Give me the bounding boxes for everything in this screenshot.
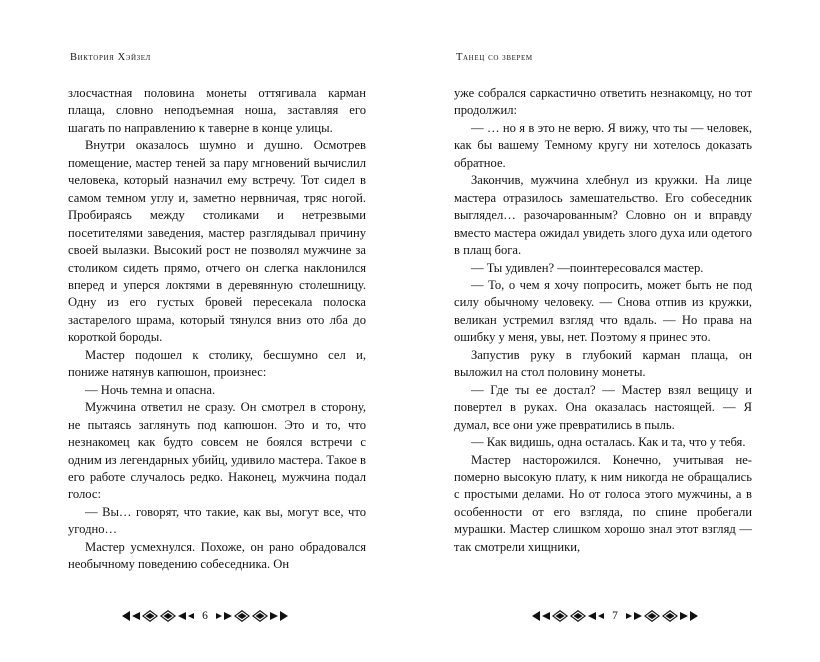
paragraph: — Вы… говорят, что такие, как вы, могут все, что угодно…: [68, 504, 366, 537]
paragraph: — … но я в это не верю. Я вижу, что ты — человек, как бы вашему Темному кругу ни хотелось доказать обратное.: [454, 120, 752, 170]
paragraph: злосчастная половина монеты оттягивала карман плаща, словно неподъемная ноша, заставляя его шагать по направлению к таверне в конце улицы.: [68, 86, 366, 135]
paragraph: Запустив руку в глубокий карман плаща, он выложил на стол половину монеты.: [454, 347, 752, 380]
paragraph: Мастер подошел к столику, бесшумно сел и, пониже натянув капюшон, произнес:: [68, 347, 366, 380]
right-page: [410, 0, 820, 662]
left-folio: [0, 608, 410, 624]
right-running-head: Танец со зверем: [456, 52, 533, 63]
paragraph: — Где ты ее достал? — Мастер взял вещицу и повертел в руках. Она оказалась настоящей. — Я думал, все они уже превратились в пыль.: [454, 382, 752, 432]
paragraph: Мужчина ответил не сразу. Он смотрел в сторону, не пытаясь заглянуть под капюшон. Это и то, что незнакомец как будто совсем не боялся встречи с одним из легендарных убийц, удивило мастера. Такое в его работе случалось редко. Наконец, мужчина подал голос:: [68, 400, 366, 502]
ornament-right-icon: [216, 608, 290, 624]
paragraph: — То, о чем я хочу попросить, может быть не под силу обычному человеку. — Снова отпив из кружки, великан устремил взгляд что вдаль. — Но права на ошибку у меня, увы, нет. Поэтому я принес это.: [454, 277, 752, 345]
paragraph: Закончив, мужчина хлебнул из кружки. На лице мастера отразилось замешательство. Его собеседник выглядел… разочарованным? Словно он и вправду вместо мастера ожидал увидеть злого духа или одетого в плащ бога.: [454, 173, 752, 258]
ornament-right-icon: [626, 608, 700, 624]
ornament-left-icon: [120, 608, 194, 624]
paragraph: — Ночь темна и опасна.: [85, 382, 216, 397]
left-page-body: [68, 85, 366, 574]
paragraph: уже собрался саркастично ответить незнакомцу, но тот продолжил:: [454, 86, 752, 118]
paragraph: Мастер насторожился. Конечно, учитывая непомерно высокую плату, к ним никогда не обращались с простыми делами. Но от голоса этого мужчины, а в особенности от его взгляда, по спине пробегали мурашки. Мастер слишком хорошо знал этот взгляд — так смотрели хищники,: [454, 452, 752, 554]
paragraph: — Ты удивлен? —поинтересовался мастер.: [471, 260, 704, 275]
ornament-left-icon: [530, 608, 604, 624]
paragraph: — Как видишь, одна осталась. Как и та, что у тебя.: [471, 435, 746, 450]
paragraph: Мастер усмехнулся. Похоже, он рано обрадовался необычному поведению собеседника. Он: [68, 539, 366, 572]
left-running-head: Виктория Хэйзел: [70, 52, 151, 63]
page-number: 7: [612, 610, 618, 622]
paragraph: Внутри оказалось шумно и душно. Осмотрев помещение, мастер теней за пару мгновений вычислил человека, который назначил ему встречу. Тот сидел в самом темном углу и, заметно нервничая, тряс ногой. Пробираясь между столиками и нетрезвыми посетителями заведения, мастер разглядывал причину своей вылазки. Высокий рост не позволял мужчине за столиком сидеть прямо, отчего он слегка наклонился вперед и уперся локтями в деревянную столешницу. Одну из его густых бровей пересекала полоска застарелого шрама, который тянулся вниз ото лба до короткой бороды.: [68, 138, 366, 345]
page-number: 6: [202, 610, 208, 622]
right-page-body: [454, 85, 752, 556]
right-folio: [410, 608, 820, 624]
